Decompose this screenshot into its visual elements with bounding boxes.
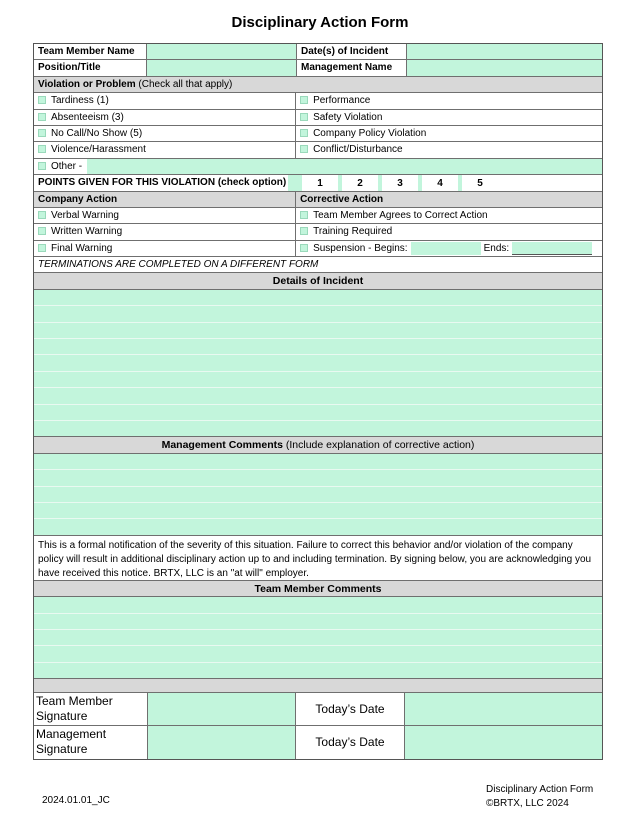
absenteeism-checkbox[interactable]: [38, 113, 46, 121]
management-signature-label: Management Signature: [36, 727, 107, 757]
form-title: Disciplinary Action Form: [231, 14, 409, 31]
name-row: [34, 44, 602, 60]
management-comments-title: Management Comments: [161, 439, 283, 452]
management-comments-note: (Include explanation of corrective action): [285, 439, 475, 452]
violation-row: [34, 93, 602, 109]
absenteeism-label: Absenteeism (3): [51, 111, 124, 123]
company-action-header: Company Action: [38, 193, 118, 205]
training-required-label: Training Required: [313, 226, 393, 238]
action-row: [34, 241, 602, 257]
position-title-label: Position/Title: [38, 62, 101, 74]
position-title-input[interactable]: [146, 60, 296, 75]
team-member-date-input[interactable]: [404, 693, 602, 725]
footer-info: [486, 783, 593, 811]
management-date-input[interactable]: [404, 726, 602, 759]
footer-copyright: ©BRTX, LLC 2024: [486, 798, 569, 809]
agrees-to-correct-checkbox[interactable]: [300, 211, 308, 219]
final-warning-label: Final Warning: [51, 242, 113, 254]
management-date-label: Today’s Date: [295, 726, 404, 759]
safety-violation-checkbox[interactable]: [300, 113, 308, 121]
other-checkbox[interactable]: [38, 162, 46, 170]
team-member-signature-row: [34, 693, 602, 726]
violation-row: [34, 110, 602, 126]
performance-label: Performance: [313, 95, 371, 107]
points-label: POINTS GIVEN FOR THIS VIOLATION (check option): [38, 177, 287, 189]
points-option-1[interactable]: 1: [317, 177, 323, 189]
company-policy-violation-checkbox[interactable]: [300, 129, 308, 137]
management-name-label: Management Name: [296, 60, 406, 75]
details-area[interactable]: [34, 290, 602, 438]
points-option-4[interactable]: 4: [437, 177, 443, 189]
tardiness-label: Tardiness (1): [51, 95, 109, 107]
team-member-name-label: Team Member Name: [38, 46, 135, 57]
violence-harassment-checkbox[interactable]: [38, 145, 46, 153]
suspension-checkbox[interactable]: [300, 244, 308, 252]
date-of-incident-input[interactable]: [406, 44, 602, 59]
team-member-name-input[interactable]: [146, 44, 296, 59]
written-warning-label: Written Warning: [51, 226, 123, 238]
other-input[interactable]: [87, 159, 602, 174]
points-option-2[interactable]: 2: [357, 177, 363, 189]
other-row: [34, 159, 602, 175]
separator-bar: [34, 679, 602, 693]
suspension-begins-label: Suspension - Begins:: [313, 242, 408, 254]
verbal-warning-label: Verbal Warning: [51, 209, 119, 221]
suspension-ends-label: Ends:: [483, 242, 510, 254]
terminations-note: TERMINATIONS ARE COMPLETED ON A DIFFERENT FORM: [38, 259, 319, 271]
points-option-5[interactable]: 5: [477, 177, 483, 189]
corrective-action-header: Corrective Action: [295, 192, 602, 207]
violation-header: [34, 77, 602, 93]
action-row: [34, 224, 602, 240]
written-warning-checkbox[interactable]: [38, 227, 46, 235]
training-required-checkbox[interactable]: [300, 227, 308, 235]
no-call-no-show-checkbox[interactable]: [38, 129, 46, 137]
footer-form-name: Disciplinary Action Form: [486, 784, 594, 795]
violation-row: [34, 142, 602, 158]
terminations-row: [34, 257, 602, 273]
tardiness-checkbox[interactable]: [38, 96, 46, 104]
date-of-incident-label: Date(s) of Incident: [296, 44, 406, 59]
notice-text: This is a formal notification of the severity of this situation. Failure to correct this behavior and/or violation of the company policy will result in additional disciplinary action up to and including termination. By signing below, you are acknowledging you have received this notice. BRTX, LLC is an "at will" employer.: [34, 536, 602, 581]
suspension-begins-input[interactable]: [411, 242, 481, 255]
management-name-input[interactable]: [406, 60, 602, 75]
action-row: [34, 208, 602, 224]
management-comments-header: [34, 437, 602, 453]
agrees-to-correct-label: Team Member Agrees to Correct Action: [313, 209, 488, 221]
team-member-comments-area[interactable]: [34, 597, 602, 679]
team-member-signature-input[interactable]: [147, 693, 295, 725]
violation-row: [34, 126, 602, 142]
action-header: [34, 192, 602, 208]
disciplinary-form: [33, 43, 603, 760]
management-signature-row: [34, 726, 602, 759]
team-member-date-label: Today’s Date: [295, 693, 404, 725]
violation-header-title: Violation or Problem: [38, 78, 136, 90]
team-member-comments-header: Team Member Comments: [34, 581, 602, 597]
verbal-warning-checkbox[interactable]: [38, 211, 46, 219]
points-option-3[interactable]: 3: [397, 177, 403, 189]
violence-harassment-label: Violence/Harassment: [51, 144, 146, 156]
performance-checkbox[interactable]: [300, 96, 308, 104]
safety-violation-label: Safety Violation: [313, 111, 383, 123]
violation-header-note: (Check all that apply): [138, 78, 233, 90]
position-row: [34, 60, 602, 76]
details-header: Details of Incident: [34, 273, 602, 289]
final-warning-checkbox[interactable]: [38, 244, 46, 252]
company-policy-violation-label: Company Policy Violation: [313, 127, 427, 139]
team-member-signature-label: Team Member Signature: [36, 694, 113, 724]
suspension-ends-input[interactable]: [512, 242, 592, 255]
points-row: [34, 175, 602, 191]
management-signature-input[interactable]: [147, 726, 295, 759]
points-options: [288, 175, 602, 191]
other-label: Other -: [51, 160, 83, 172]
conflict-disturbance-checkbox[interactable]: [300, 145, 308, 153]
management-comments-area[interactable]: [34, 454, 602, 536]
no-call-no-show-label: No Call/No Show (5): [51, 127, 143, 139]
version-code: 2024.01.01_JC: [42, 795, 110, 806]
conflict-disturbance-label: Conflict/Disturbance: [313, 144, 403, 156]
